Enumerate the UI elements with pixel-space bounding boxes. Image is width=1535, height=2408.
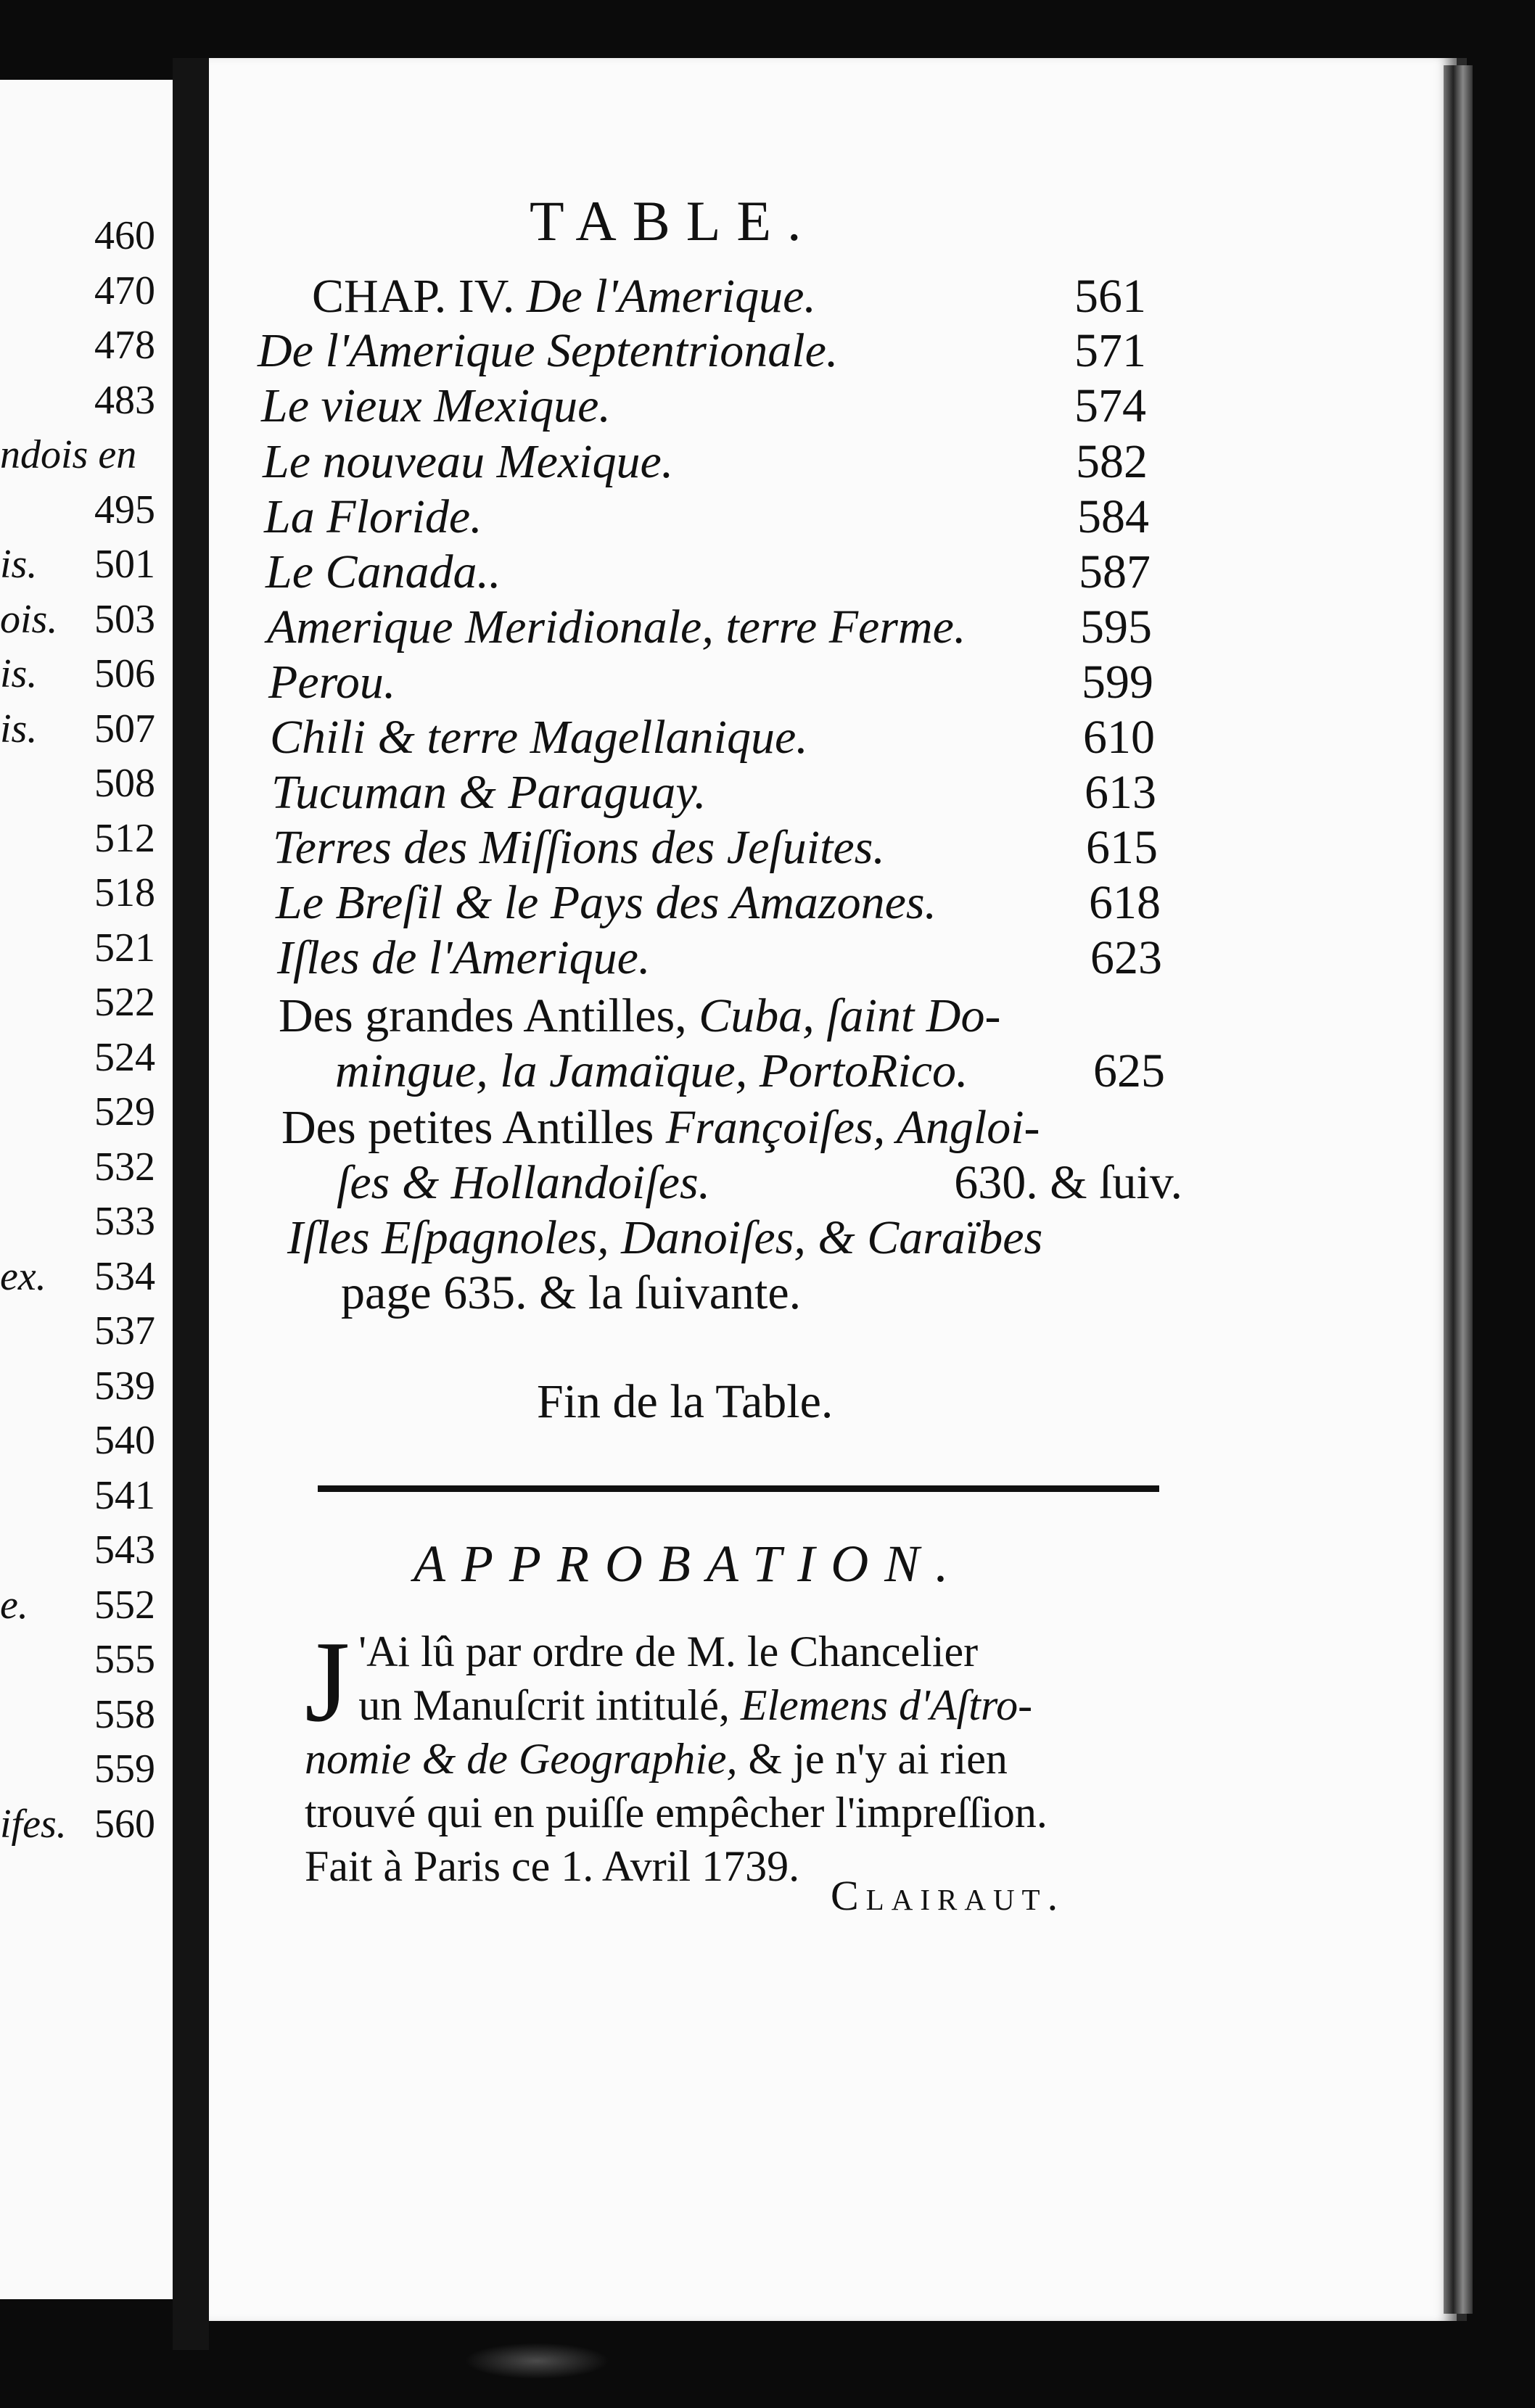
toc-entry-title: Amerique Meridionale, terre Ferme. — [267, 601, 966, 653]
end-of-table: Fin de la Table. — [537, 1375, 834, 1428]
approbation-line — [305, 1732, 1204, 1786]
left-page-number: 506 — [94, 651, 155, 696]
left-page-row — [0, 813, 167, 864]
toc-entry-line — [281, 1101, 1040, 1155]
approbation-line — [305, 1678, 1204, 1732]
toc-entry-italic: Cuba, ſaint Do- — [699, 989, 1001, 1042]
toc-page-number: 625 — [1093, 1044, 1165, 1097]
left-page-row — [0, 758, 167, 809]
left-page-number: 478 — [94, 323, 155, 368]
left-page-text-fragment: is. — [0, 706, 38, 751]
left-page-fragment — [0, 80, 178, 2299]
left-page-number: 470 — [94, 268, 155, 313]
toc-entry-title: La Floride. — [264, 490, 482, 543]
left-page-text-fragment: ndois en — [0, 432, 137, 477]
left-page-number: 508 — [94, 761, 155, 806]
left-page-row — [0, 1799, 167, 1850]
toc-page-number: 623 — [1090, 931, 1162, 984]
approbation-title: APPROBATION. — [413, 1535, 965, 1593]
toc-entry-title: Le vieux Mexique. — [261, 379, 611, 432]
toc-page-number: 587 — [1079, 545, 1151, 598]
left-page-row — [0, 1525, 167, 1575]
toc-page-number: 618 — [1089, 876, 1161, 929]
left-page-number: 521 — [94, 925, 155, 970]
left-page-text-fragment: ois. — [0, 596, 58, 642]
left-page-row — [0, 210, 167, 261]
toc-page-number: 610 — [1083, 711, 1155, 764]
toc-entry-continuation: ſes & Hollandoiſes. — [337, 1156, 711, 1209]
horizontal-rule — [318, 1485, 1159, 1492]
toc-entry-title: Le Canada.. — [266, 545, 501, 598]
toc-page-number: 561 — [1074, 270, 1146, 323]
toc-page-number: 571 — [1074, 324, 1146, 377]
left-page-number: 558 — [94, 1691, 155, 1737]
approbation-body — [305, 1617, 1204, 1893]
left-page-row — [0, 1251, 167, 1302]
toc-entry-line: Iſles Eſpagnoles, Danoiſes, & Caraïbes — [287, 1211, 1043, 1264]
left-page-number: 543 — [94, 1527, 155, 1572]
left-page-row — [0, 1580, 167, 1630]
toc-entry-title: De l'Amerique. — [526, 270, 816, 323]
left-page-number: 540 — [94, 1418, 155, 1463]
toc-entry-roman: Des grandes Antilles, — [279, 989, 687, 1042]
approbation-line: trouvé qui en puiſſe empêcher l'impreſſion. — [305, 1789, 1048, 1836]
toc-entry-roman: Des petites Antilles — [281, 1101, 654, 1154]
left-page-row — [0, 1196, 167, 1247]
left-page-row — [0, 1689, 167, 1740]
left-page-row — [0, 485, 167, 535]
left-page-number: 541 — [94, 1472, 155, 1518]
left-page-number: 524 — [94, 1034, 155, 1080]
left-page-row — [0, 265, 167, 316]
toc-entry-title: De l'Amerique Septentrionale. — [258, 324, 839, 377]
left-page-number: 512 — [94, 815, 155, 861]
toc-entry-title: Iſles de l'Amerique. — [277, 931, 651, 984]
left-page-row — [0, 704, 167, 754]
left-page-number: 559 — [94, 1747, 155, 1791]
page-edge — [1444, 65, 1473, 2314]
toc-entry-continuation: mingue, la Jamaïque, PortoRico. — [335, 1044, 968, 1097]
left-page-number: 522 — [94, 980, 155, 1025]
left-page-number: 552 — [94, 1582, 155, 1628]
left-page-number: 537 — [94, 1308, 155, 1353]
left-page-row — [0, 1361, 167, 1411]
left-page-row — [0, 867, 167, 918]
left-page-number: 532 — [94, 1144, 155, 1189]
table-heading: TABLE. — [530, 189, 818, 252]
left-page-row — [0, 1087, 167, 1137]
left-page-number: 460 — [94, 213, 155, 258]
left-page-row — [0, 594, 167, 645]
toc-page-number: 599 — [1082, 656, 1153, 709]
left-page-row — [0, 320, 167, 371]
toc-page-number: 630. & ſuiv. — [954, 1156, 1182, 1209]
left-page-row — [0, 1032, 167, 1083]
scan-smudge — [464, 2343, 609, 2379]
toc-entry-title: Tucuman & Paraguay. — [271, 766, 707, 819]
toc-entry-title: Perou. — [268, 656, 396, 709]
left-page-number: 507 — [94, 706, 155, 751]
toc-page-number: 615 — [1086, 821, 1158, 874]
approbation-line: Fait à Paris ce 1. Avril 1739. — [305, 1842, 800, 1890]
left-page-row — [0, 1306, 167, 1356]
signature: Clairaut. — [831, 1872, 1066, 1919]
left-page-number: 539 — [94, 1363, 155, 1409]
toc-page-number: 584 — [1077, 490, 1149, 543]
left-page-number: 529 — [94, 1089, 155, 1134]
left-page-row — [0, 1470, 167, 1521]
left-page-number: 533 — [94, 1199, 155, 1244]
left-page-row — [0, 1415, 167, 1466]
toc-page-number: 595 — [1080, 601, 1152, 653]
left-page-row — [0, 375, 167, 426]
left-page-number: 495 — [94, 487, 155, 532]
toc-entry-title: Chili & terre Magellanique. — [270, 711, 808, 764]
approbation-title-italic: Elemens d'Aſtro- — [740, 1681, 1033, 1729]
toc-page-number: 582 — [1076, 435, 1148, 488]
left-page-text-fragment: is. — [0, 542, 38, 587]
toc-entry — [312, 270, 816, 323]
left-page-row — [0, 977, 167, 1028]
left-page-row — [0, 1142, 167, 1192]
left-page-row — [0, 1744, 167, 1794]
approbation-title-italic: nomie & de Geographie, — [305, 1735, 738, 1783]
left-page-text-fragment: e. — [0, 1582, 28, 1628]
left-page-number: 503 — [94, 596, 155, 642]
left-page-number: 534 — [94, 1253, 155, 1299]
toc-entry-title: Le Breſil & le Pays des Amazones. — [276, 876, 937, 929]
approbation-line: 'Ai lû par ordre de M. le Chancelier — [358, 1628, 979, 1675]
toc-chapter-label: CHAP. IV. — [312, 270, 515, 323]
toc-entry-title: Terres des Miſſions des Jeſuites. — [273, 821, 885, 874]
left-page-row — [0, 539, 167, 590]
book-gutter — [173, 58, 209, 2350]
left-page-number: 555 — [94, 1637, 155, 1682]
left-page-row — [0, 923, 167, 973]
left-page-text-fragment: ifes. — [0, 1801, 67, 1847]
drop-cap: J — [305, 1617, 350, 1746]
left-page-number: 483 — [94, 377, 155, 423]
toc-entry-line — [279, 989, 1000, 1043]
toc-entry-continuation: page 635. & la ſuivante. — [341, 1266, 802, 1319]
toc-entry-title: Le nouveau Mexique. — [263, 435, 674, 488]
left-page-number: 560 — [94, 1801, 155, 1847]
approbation-text: & je n'y ai rien — [748, 1735, 1008, 1783]
left-page-text-fragment: ex. — [0, 1253, 46, 1299]
toc-entry-italic: Françoiſes, Angloi- — [665, 1101, 1040, 1154]
toc-page-number: 613 — [1085, 766, 1156, 819]
left-page-row — [0, 429, 167, 480]
left-page-row — [0, 1634, 167, 1685]
left-page-number: 501 — [94, 542, 155, 587]
toc-page-number: 574 — [1074, 379, 1146, 432]
approbation-text: un Manuſcrit intitulé, — [358, 1681, 730, 1729]
left-page-number: 518 — [94, 870, 155, 915]
left-page-row — [0, 648, 167, 699]
left-page-text-fragment: is. — [0, 651, 38, 696]
